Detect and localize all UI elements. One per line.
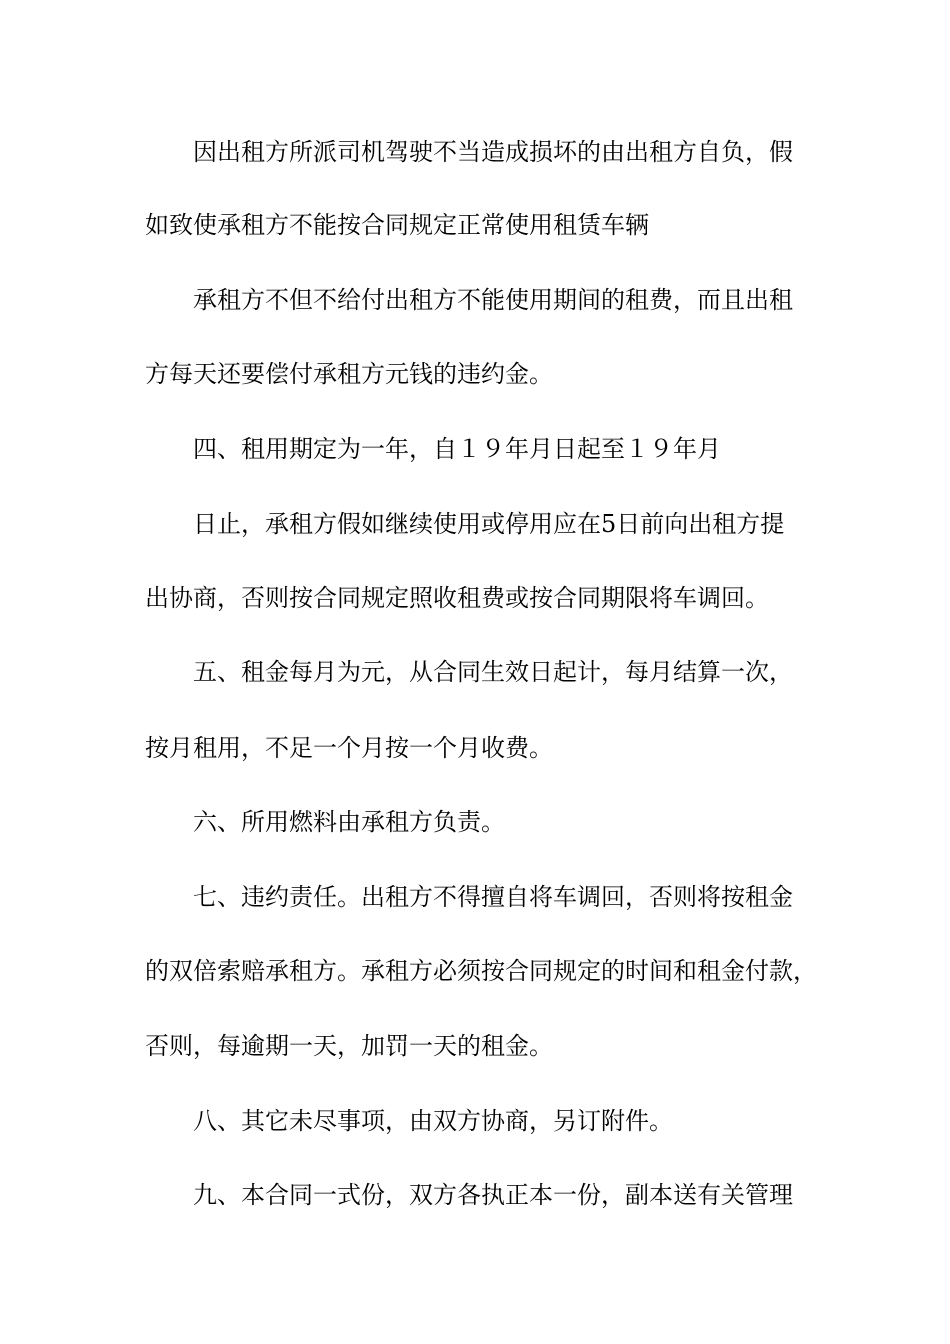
text-line: 如致使承租方不能按合同规定正常使用租赁车辆 xyxy=(145,211,649,239)
text-line: 的双倍索赔承租方。承租方必须按合同规定的时间和租金付款， xyxy=(145,957,817,985)
text-line: 四、租用期定为一年，自１９年月日起至１９年月 xyxy=(193,435,721,463)
text-line: 承租方不但不给付出租方不能使用期间的租费，而且出租 xyxy=(193,286,793,314)
text-line: 方每天还要偿付承租方元钱的违约金。 xyxy=(145,360,553,388)
text-line: 否则，每逾期一天，加罚一天的租金。 xyxy=(145,1032,553,1060)
text-line: 八、其它未尽事项，由双方协商，另订附件。 xyxy=(193,1107,673,1135)
text-line: 日止，承租方假如继续使用或停用应在5日前向出租方提 xyxy=(193,510,785,538)
text-line: 七、违约责任。出租方不得擅自将车调回，否则将按租金 xyxy=(193,883,793,911)
text-line: 按月租用，不足一个月按一个月收费。 xyxy=(145,734,553,762)
text-line: 因出租方所派司机驾驶不当造成损坏的由出租方自负，假 xyxy=(193,138,793,166)
text-line: 九、本合同一式份，双方各执正本一份，副本送有关管理 xyxy=(193,1181,793,1209)
text-line: 六、所用燃料由承租方负责。 xyxy=(193,808,505,836)
text-line: 五、租金每月为元，从合同生效日起计，每月结算一次， xyxy=(193,658,793,686)
text-line: 出协商，否则按合同规定照收租费或按合同期限将车调回。 xyxy=(145,584,769,612)
